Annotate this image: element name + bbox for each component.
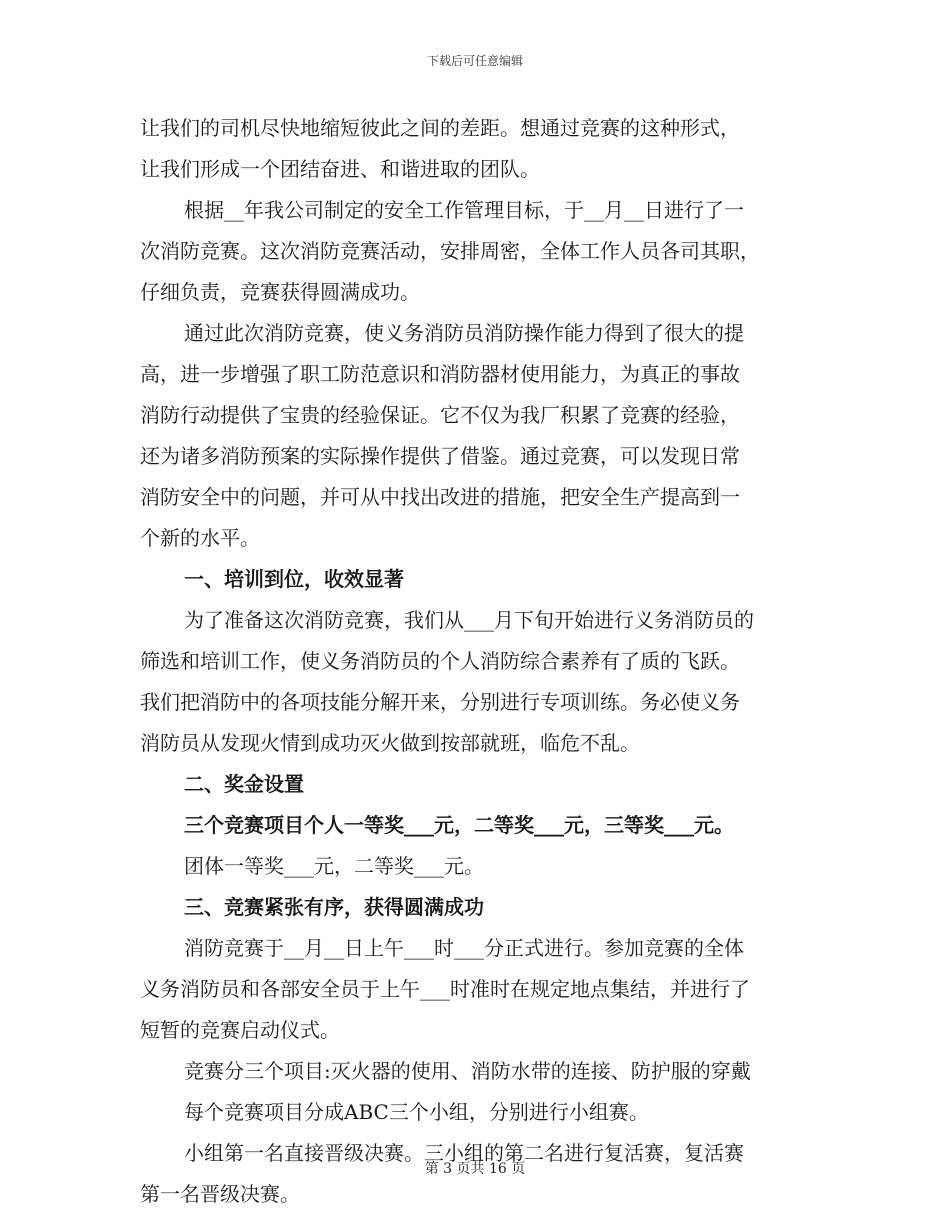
text-line: 消防安全中的问题，并可从中找出改进的措施，把安全生产提高到一 — [140, 485, 740, 509]
section-heading-line: 三、竞赛紧张有序，获得圆满成功 — [184, 895, 484, 919]
section-heading-line: 一、培训到位，收效显著 — [184, 567, 404, 591]
text-line: 仔细负责，竞赛获得圆满成功。 — [140, 280, 420, 304]
text-line: 小组第一名直接晋级决赛。三小组的第二名进行复活赛，复活赛 — [184, 1141, 744, 1165]
text-line: 次消防竞赛。这次消防竞赛活动，安排周密，全体工作人员各司其职， — [140, 239, 760, 263]
section-heading-line: 二、奖金设置 — [184, 772, 304, 796]
page-header: 下载后可任意编辑 — [426, 54, 523, 68]
text-line: 为了准备这次消防竞赛，我们从___月下旬开始进行义务消防员的 — [184, 608, 754, 632]
text-line: 个新的水平。 — [140, 526, 260, 550]
text-line: 根据__年我公司制定的安全工作管理目标，于__月__日进行了一 — [184, 198, 744, 222]
text-line: 筛选和培训工作，使义务消防员的个人消防综合素养有了质的飞跃。 — [140, 649, 740, 673]
text-line: 短暂的竞赛启动仪式。 — [140, 1018, 340, 1042]
document-body — [140, 108, 815, 1215]
text-line: 通过此次消防竞赛，使义务消防员消防操作能力得到了很大的提 — [184, 321, 744, 345]
section-heading-line: 三个竞赛项目个人一等奖___元，二等奖___元，三等奖___元。 — [184, 813, 734, 837]
text-line: 团体一等奖___元，二等奖___元。 — [184, 854, 484, 878]
text-line: 竞赛分三个项目:灭火器的使用、消防水带的连接、防护服的穿戴 — [184, 1059, 751, 1083]
text-line: 让我们的司机尽快地缩短彼此之间的差距。想通过竞赛的这种形式， — [140, 116, 740, 140]
text-line: 让我们形成一个团结奋进、和谐进取的团队。 — [140, 157, 540, 181]
text-line: 还为诸多消防预案的实际操作提供了借鉴。通过竞赛，可以发现日常 — [140, 444, 740, 468]
page-footer: 第 3 页共 16 页 — [424, 1161, 526, 1177]
text-line: 第一名晋级决赛。 — [140, 1182, 300, 1206]
text-line: 高，进一步增强了职工防范意识和消防器材使用能力，为真正的事故 — [140, 362, 740, 386]
text-line: 消防员从发现火情到成功灭火做到按部就班，临危不乱。 — [140, 731, 640, 755]
text-line: 消防行动提供了宝贵的经验保证。它不仅为我厂积累了竞赛的经验， — [140, 403, 740, 427]
text-line: 我们把消防中的各项技能分解开来，分别进行专项训练。务必使义务 — [140, 690, 740, 714]
text-line: 义务消防员和各部安全员于上午___时准时在规定地点集结，并进行了 — [140, 977, 750, 1001]
text-line: 消防竞赛于__月__日上午___时___分正式进行。参加竞赛的全体 — [184, 936, 744, 960]
text-line: 每个竞赛项目分成ABC三个小组，分别进行小组赛。 — [184, 1100, 649, 1124]
